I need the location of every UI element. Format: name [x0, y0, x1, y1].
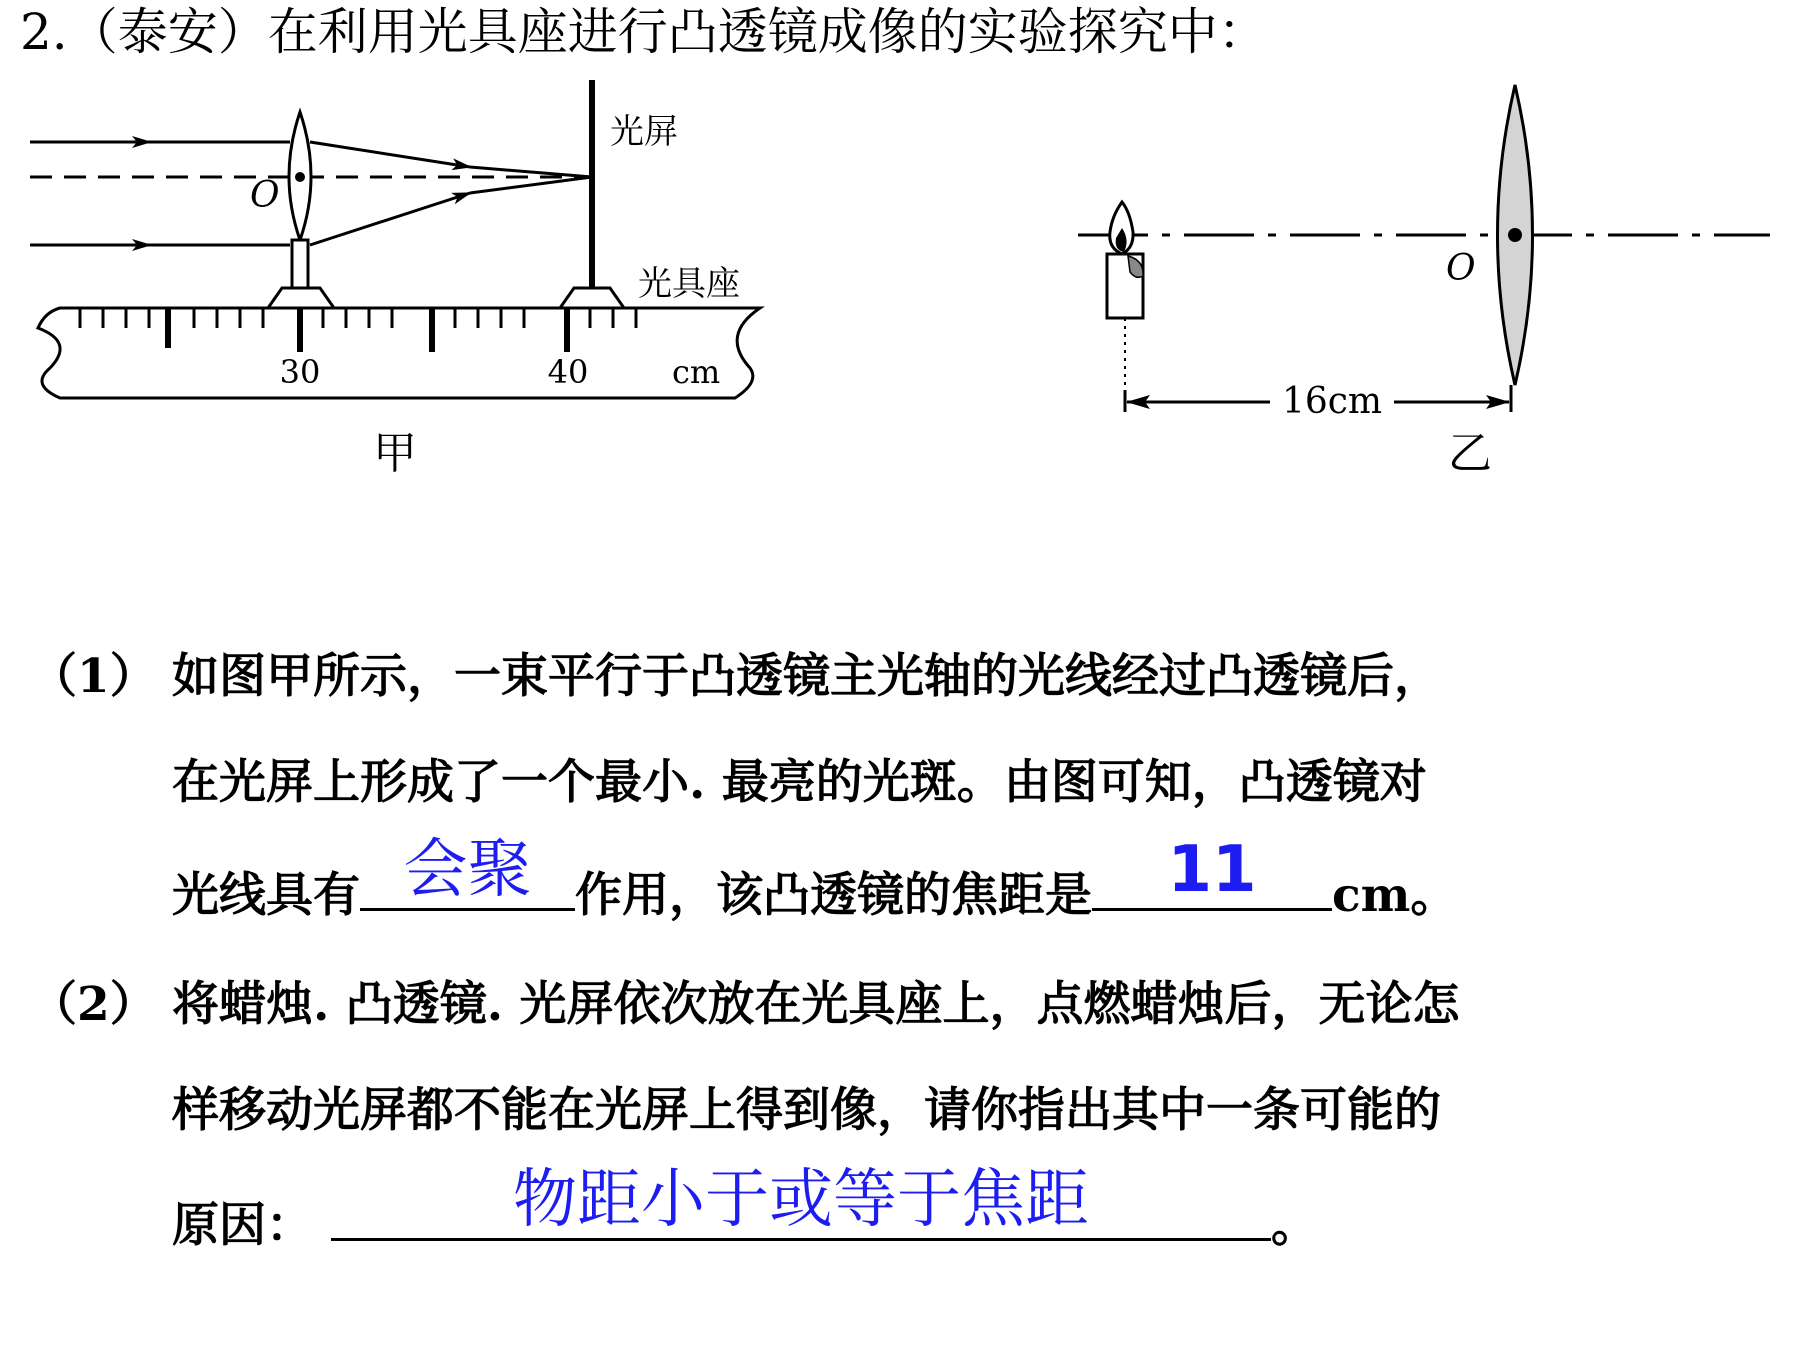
part2-line3-suffix: 。 — [1271, 1198, 1318, 1253]
part1-line3-suffix: cm。 — [1332, 868, 1458, 923]
distance-label: 16cm — [1281, 381, 1383, 422]
part2-number: （2） — [30, 977, 157, 1032]
unit-label: cm — [672, 353, 721, 391]
figures-svg — [0, 80, 1800, 580]
screen-label: 光屏 — [610, 112, 678, 152]
part1-line3-prefix: 光线具有 — [172, 868, 360, 923]
part1-line2: 在光屏上形成了一个最小. 最亮的光斑。由图可知，凸透镜对 — [172, 755, 1427, 810]
figure-jia — [30, 80, 760, 479]
part1-line1: 如图甲所示，一束平行于凸透镜主光轴的光线经过凸透镜后， — [172, 649, 1441, 704]
answer-1: 会聚 — [403, 833, 532, 907]
answer-2: 11 — [1167, 833, 1257, 907]
figure-yi — [1078, 85, 1770, 479]
candle-icon — [1107, 202, 1143, 410]
part2-line1: 将蜡烛. 凸透镜. 光屏依次放在光具座上，点燃蜡烛后，无论怎 — [172, 977, 1460, 1032]
part1-line3 — [172, 833, 1458, 926]
part1-line3-middle: 作用，该凸透镜的焦距是 — [575, 868, 1092, 923]
figure-area — [0, 80, 1800, 580]
caption-jia: 甲 — [373, 428, 417, 479]
jia-lens-label: O — [250, 175, 280, 216]
answer-blank-2[interactable] — [1092, 833, 1332, 911]
part1-number: （1） — [30, 649, 157, 704]
caption-yi: 乙 — [1448, 428, 1492, 479]
tick-label-30: 30 — [279, 353, 321, 391]
part2-line3-prefix: 原因： — [172, 1198, 313, 1253]
answer-blank-3[interactable] — [331, 1163, 1271, 1241]
question-title: 2.（泰安）在利用光具座进行凸透镜成像的实验探究中： — [20, 3, 1268, 61]
tick-label-40: 40 — [547, 353, 589, 391]
part2-line2: 样移动光屏都不能在光屏上得到像，请你指出其中一条可能的 — [172, 1083, 1441, 1138]
answer-3: 物距小于或等于焦距 — [513, 1163, 1089, 1237]
yi-lens-label: O — [1446, 248, 1476, 289]
answer-blank-1[interactable] — [360, 833, 575, 911]
part2-line3 — [172, 1163, 1318, 1256]
bench-label: 光具座 — [638, 264, 740, 304]
